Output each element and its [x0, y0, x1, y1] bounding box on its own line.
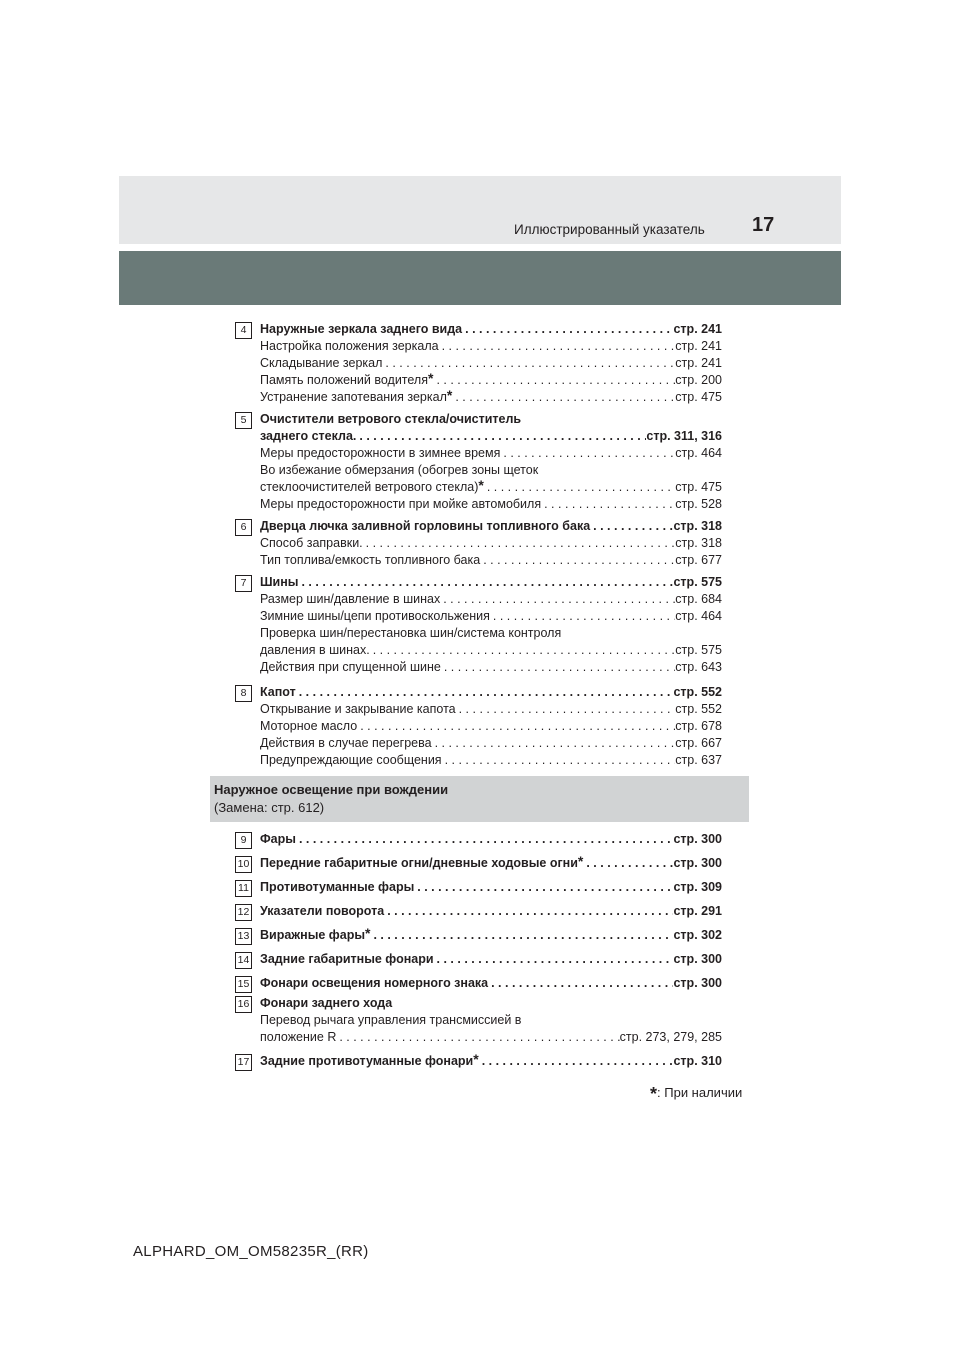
page-reference: стр. 310	[673, 1054, 722, 1068]
leader-dots	[356, 428, 646, 445]
header-band	[119, 176, 841, 244]
leader-dots	[452, 389, 675, 406]
index-subentry: Способ заправки. . . . стр. 318	[260, 535, 722, 552]
leader-dots	[296, 684, 674, 701]
leader-dots	[488, 975, 673, 992]
page-reference: стр. 300	[673, 832, 722, 846]
footnote: *: При наличии	[650, 1084, 743, 1104]
page-reference: стр. 684	[675, 592, 722, 606]
lighting-section-subtitle: (Замена: стр. 612)	[214, 800, 325, 815]
leader-dots	[490, 608, 675, 625]
index-subentry: Во избежание обмерзания (обогрев зоны щеток	[260, 463, 539, 477]
page-reference: стр. 575	[673, 575, 722, 589]
index-subentry: Перевод рычага управления трансмиссией в	[260, 1013, 522, 1027]
index-subentry: Зимние шины/цепи противоскольжения . . . стр. 464	[260, 608, 722, 625]
leader-dots	[456, 701, 676, 718]
leader-dots	[432, 735, 676, 752]
index-subentry: положение R . . . стр. 273, 279, 285	[260, 1029, 722, 1046]
index-subentry: Тип топлива/емкость топливного бака . . . стр. 677	[260, 552, 722, 569]
index-heading: Противотуманные фары . . . стр. 309	[260, 879, 722, 896]
page-reference: стр. 318	[673, 519, 722, 533]
page-reference: стр. 475	[675, 390, 722, 404]
callout-number: 6	[235, 519, 252, 536]
leader-dots	[370, 927, 673, 944]
callout-number: 10	[235, 856, 252, 873]
index-heading: Фонари заднего хода	[260, 996, 393, 1010]
index-subentry: Складывание зеркал . . . стр. 241	[260, 355, 722, 372]
index-heading: Шины . . . стр. 575	[260, 574, 722, 591]
leader-dots	[439, 338, 676, 355]
leader-dots	[296, 831, 674, 848]
leader-dots	[440, 591, 675, 608]
index-heading: Очистители ветрового стекла/очиститель	[260, 412, 522, 426]
leader-dots	[479, 1053, 674, 1070]
callout-number: 9	[235, 832, 252, 849]
page-number: 17	[752, 214, 775, 236]
index-subentry: Действия при спущенной шине . . . стр. 643	[260, 659, 722, 676]
page-reference: стр. 291	[673, 904, 722, 918]
page-reference: стр. 311, 316	[646, 429, 722, 443]
index-heading: Дверца лючка заливной горловины топливного бака . . . стр. 318	[260, 518, 722, 535]
leader-dots	[583, 855, 673, 872]
page-reference: стр. 241	[675, 356, 722, 370]
page-reference: стр. 464	[675, 446, 722, 460]
index-heading: Виражные фары * . . . стр. 302	[260, 927, 722, 944]
leader-dots	[442, 752, 676, 769]
leader-dots	[462, 321, 673, 338]
index-subentry: Открывание и закрывание капота . . . стр. 552	[260, 701, 722, 718]
index-heading: Фары . . . стр. 300	[260, 831, 722, 848]
callout-number: 14	[235, 952, 252, 969]
index-subentry: Действия в случае перегрева . . . стр. 667	[260, 735, 722, 752]
leader-dots	[414, 879, 673, 896]
document-code: ALPHARD_OM_OM58235R_(RR)	[133, 1243, 369, 1260]
index-heading: Указатели поворота . . . стр. 291	[260, 903, 722, 920]
page-reference: стр. 575	[675, 643, 722, 657]
page-reference: стр. 464	[675, 609, 722, 623]
leader-dots	[434, 951, 674, 968]
page-reference: стр. 273, 279, 285	[619, 1030, 722, 1044]
callout-number: 7	[235, 575, 252, 592]
page-reference: стр. 300	[673, 856, 722, 870]
page-reference: стр. 677	[675, 553, 722, 567]
index-subentry: Меры предосторожности в зимнее время . . . стр. 464	[260, 445, 722, 462]
page-reference: стр. 475	[675, 480, 722, 494]
callout-number: 12	[235, 904, 252, 921]
index-subentry: Размер шин/давление в шинах . . . стр. 684	[260, 591, 722, 608]
leader-dots	[441, 659, 675, 676]
callout-number: 17	[235, 1054, 252, 1071]
leader-dots	[336, 1029, 619, 1046]
leader-dots	[500, 445, 675, 462]
leader-dots	[298, 574, 673, 591]
leader-dots	[384, 903, 673, 920]
index-heading: Фонари освещения номерного знака . . . стр. 300	[260, 975, 722, 992]
page-reference: стр. 637	[675, 753, 722, 767]
page-reference: стр. 309	[673, 880, 722, 894]
index-subentry: Предупреждающие сообщения . . . стр. 637	[260, 752, 722, 769]
leader-dots	[541, 496, 675, 513]
callout-number: 16	[235, 996, 252, 1013]
page-reference: стр. 300	[673, 976, 722, 990]
section-title: Иллюстрированный указатель	[514, 222, 705, 237]
callout-number: 4	[235, 322, 252, 339]
page-reference: стр. 528	[675, 497, 722, 511]
leader-dots	[382, 355, 675, 372]
index-subentry: Меры предосторожности при мойке автомобиля . . . стр. 528	[260, 496, 722, 513]
leader-dots	[357, 718, 675, 735]
page-reference: стр. 241	[673, 322, 722, 336]
leader-dots	[480, 552, 675, 569]
leader-dots	[590, 518, 673, 535]
page-reference: стр. 241	[675, 339, 722, 353]
header-dark-band	[119, 251, 841, 305]
callout-number: 5	[235, 412, 252, 429]
callout-number: 13	[235, 928, 252, 945]
page-reference: стр. 200	[675, 373, 722, 387]
callout-number: 11	[235, 880, 252, 897]
page-reference: стр. 678	[675, 719, 722, 733]
page-reference: стр. 643	[675, 660, 722, 674]
index-subentry: Устранение запотевания зеркал * . . . стр. 475	[260, 389, 722, 406]
lighting-section-title: Наружное освещение при вождении	[214, 782, 449, 797]
index-heading: Наружные зеркала заднего вида . . . стр. 241	[260, 321, 722, 338]
index-heading: Капот . . . стр. 552	[260, 684, 722, 701]
leader-dots	[484, 479, 675, 496]
index-subentry: Настройка положения зеркала . . . стр. 241	[260, 338, 722, 355]
index-heading: Передние габаритные огни/дневные ходовые огни * . . . стр. 300	[260, 855, 722, 872]
index-heading: Задние габаритные фонари . . . стр. 300	[260, 951, 722, 968]
page-reference: стр. 302	[673, 928, 722, 942]
leader-dots	[433, 372, 675, 389]
index-heading: Задние противотуманные фонари * . . . стр. 310	[260, 1053, 722, 1070]
page-reference: стр. 552	[673, 685, 722, 699]
page-reference: стр. 667	[675, 736, 722, 750]
index-subentry: Проверка шин/перестановка шин/система контроля	[260, 626, 562, 640]
page-reference: стр. 552	[675, 702, 722, 716]
index-subentry: давления в шинах. . . . стр. 575	[260, 642, 722, 659]
index-subentry: Память положений водителя * . . . стр. 200	[260, 372, 722, 389]
page-reference: стр. 300	[673, 952, 722, 966]
callout-number: 8	[235, 685, 252, 702]
index-subentry: стеклоочистителей ветрового стекла) * . . . стр. 475	[260, 479, 722, 496]
leader-dots	[370, 642, 676, 659]
page-reference: стр. 318	[675, 536, 722, 550]
leader-dots	[363, 535, 676, 552]
callout-number: 15	[235, 976, 252, 993]
index-subentry: Моторное масло . . . стр. 678	[260, 718, 722, 735]
index-heading: заднего стекла. . . . стр. 311, 316	[260, 428, 722, 445]
